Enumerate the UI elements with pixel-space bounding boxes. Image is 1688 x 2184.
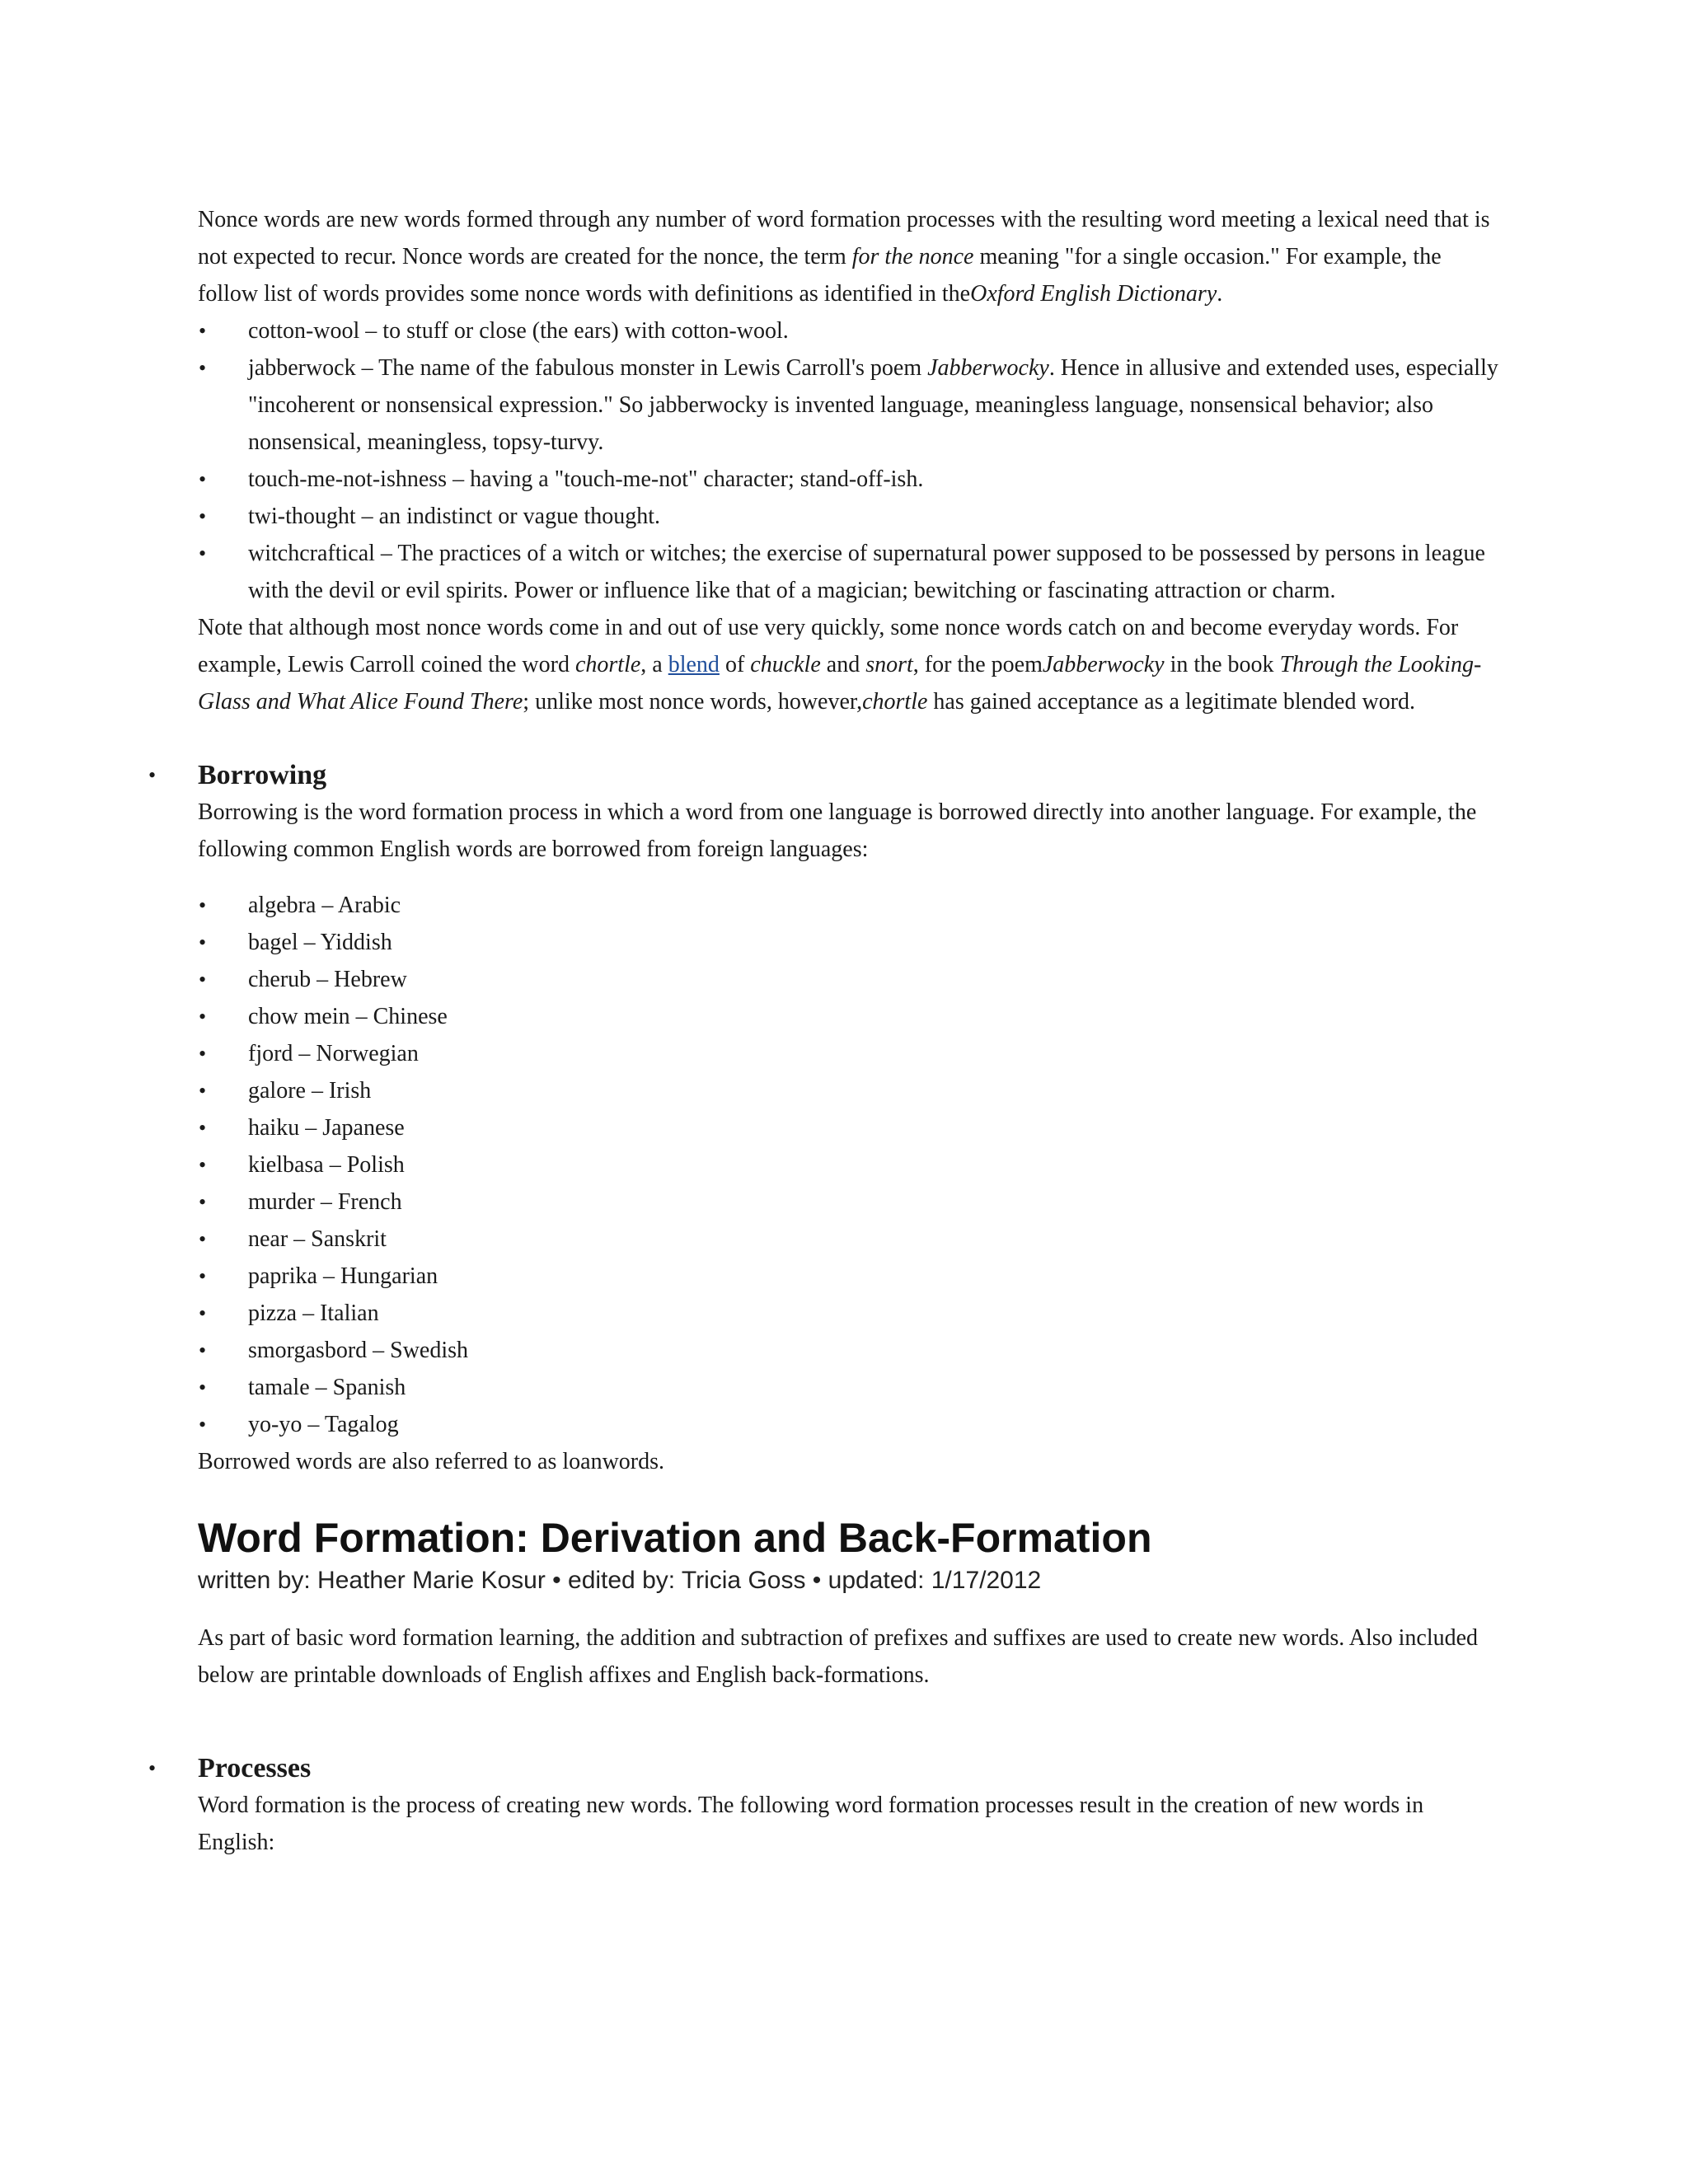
list-item: • smorgasbord – Swedish <box>198 1332 1500 1369</box>
nonce-intro-italic-2: Oxford English Dictionary <box>970 281 1217 307</box>
list-item: • algebra – Arabic <box>198 887 1500 924</box>
spacer <box>198 720 1500 757</box>
bullet-icon: • <box>199 1227 207 1251</box>
bullet-icon: • <box>199 1264 207 1288</box>
bullet-icon: • <box>199 1153 207 1177</box>
bullet-icon: • <box>199 1301 207 1325</box>
processes-intro: Word formation is the process of creating new words. The following word formation processes result in the creation of new words in English: <box>198 1793 1424 1855</box>
document-page <box>148 201 1500 1861</box>
bullet-icon: • <box>199 1042 207 1066</box>
nonce-intro-text-3: . <box>1217 281 1223 307</box>
list-item: • bagel – Yiddish <box>198 924 1500 961</box>
nonce-intro-text-1: Nonce words are new words formed through any number of word formation processes with the resulting word meeting a lexical need that is not expected to recur. Nonce words are created for the nonce, the term <box>198 207 1490 269</box>
list-item: • twi-thought – an indistinct or vague thought. <box>198 498 1500 535</box>
bullet-icon: • <box>199 1413 207 1436</box>
bullet-icon: • <box>199 1116 207 1140</box>
list-item: • kielbasa – Polish <box>198 1146 1500 1183</box>
spacer <box>198 1694 1500 1750</box>
list-item: • cherub – Hebrew <box>198 961 1500 998</box>
bullet-icon: • <box>199 968 207 991</box>
spacer <box>198 868 1500 887</box>
article-intro: As part of basic word formation learning, the addition and subtraction of prefixes and suffixes are used to create new words. Also included below are printable downloads of English affixes and English back-formations. <box>198 1625 1479 1688</box>
processes-heading: • Processes <box>198 1750 1500 1787</box>
bullet-icon: • <box>199 319 207 343</box>
list-item: • haiku – Japanese <box>198 1109 1500 1146</box>
list-item: • cotton-wool – to stuff or close (the ears) with cotton-wool. <box>198 312 1500 349</box>
list-item: • yo-yo – Tagalog <box>198 1406 1500 1443</box>
bullet-icon: • <box>199 1338 207 1362</box>
bullet-icon: • <box>148 1756 157 1780</box>
spacer <box>198 1480 1500 1513</box>
nonce-intro <box>198 201 1500 312</box>
article-title: Word Formation: Derivation and Back-Formation <box>198 1515 1152 1561</box>
list-item: • touch-me-not-ishness – having a "touch-me-not" character; stand-off-ish. <box>198 461 1500 498</box>
list-item: • jabberwock – The name of the fabulous monster in Lewis Carroll's poem Jabberwocky. Hence in allusive and extended uses, especially "incoherent or nonsensical expression." So jabberwocky is invented language, meaningless language, nonsensical behavior; also nonsensical, meaningless, topsy-turvy. <box>198 349 1500 461</box>
borrowing-intro: Borrowing is the word formation process in which a word from one language is borrowed directly into another language. For example, the following common English words are borrowed from foreign languages: <box>198 799 1477 862</box>
bullet-icon: • <box>199 1376 207 1399</box>
borrowing-outro: Borrowed words are also referred to as loanwords. <box>198 1449 665 1474</box>
bullet-icon: • <box>199 356 207 380</box>
nonce-intro-italic-1: for the nonce <box>851 244 974 269</box>
list-item: • near – Sanskrit <box>198 1221 1500 1258</box>
list-item: • fjord – Norwegian <box>198 1035 1500 1072</box>
bullet-icon: • <box>199 1005 207 1029</box>
bullet-icon: • <box>199 1190 207 1214</box>
list-item: • tamale – Spanish <box>198 1369 1500 1406</box>
list-item: • paprika – Hungarian <box>198 1258 1500 1295</box>
list-item: • witchcraftical – The practices of a witch or witches; the exercise of supernatural power supposed to be possessed by persons in league with the devil or evil spirits. Power or influence like that of a magician; bewitching or fascinating attraction or charm. <box>198 535 1500 609</box>
bullet-icon: • <box>199 504 207 528</box>
bullet-icon: • <box>199 930 207 954</box>
borrowed-word-list <box>198 887 1500 1443</box>
bullet-icon: • <box>199 1079 207 1103</box>
list-item: • chow mein – Chinese <box>198 998 1500 1035</box>
spacer <box>198 1599 1500 1619</box>
bullet-icon: • <box>199 893 207 917</box>
article-byline: written by: Heather Marie Kosur • edited by: Tricia Goss • updated: 1/17/2012 <box>198 1567 1042 1594</box>
list-item: • murder – French <box>198 1183 1500 1221</box>
nonce-word-list <box>198 312 1500 609</box>
bullet-icon: • <box>199 541 207 565</box>
list-item: • pizza – Italian <box>198 1295 1500 1332</box>
borrowing-heading: • Borrowing <box>198 757 1500 794</box>
blend-link[interactable]: blend <box>668 652 720 677</box>
nonce-note: Note that although most nonce words come in and out of use very quickly, some nonce words catch on and become everyday words. For example, Lewis Carroll coined the word chortle, a blend of chuckle and snort, for the poemJabberwocky in the book Through the Looking-Glass and What Alice Found There; unlike most nonce words, however,chortle has gained acceptance as a legitimate blended word. <box>198 615 1482 715</box>
bullet-icon: • <box>199 467 207 491</box>
nonce-intro-text-2: meaning "for a single occasion." For example, the follow list of words provides some nonce words with definitions as identified in the <box>198 244 1442 307</box>
list-item: • galore – Irish <box>198 1072 1500 1109</box>
bullet-icon: • <box>148 763 157 787</box>
